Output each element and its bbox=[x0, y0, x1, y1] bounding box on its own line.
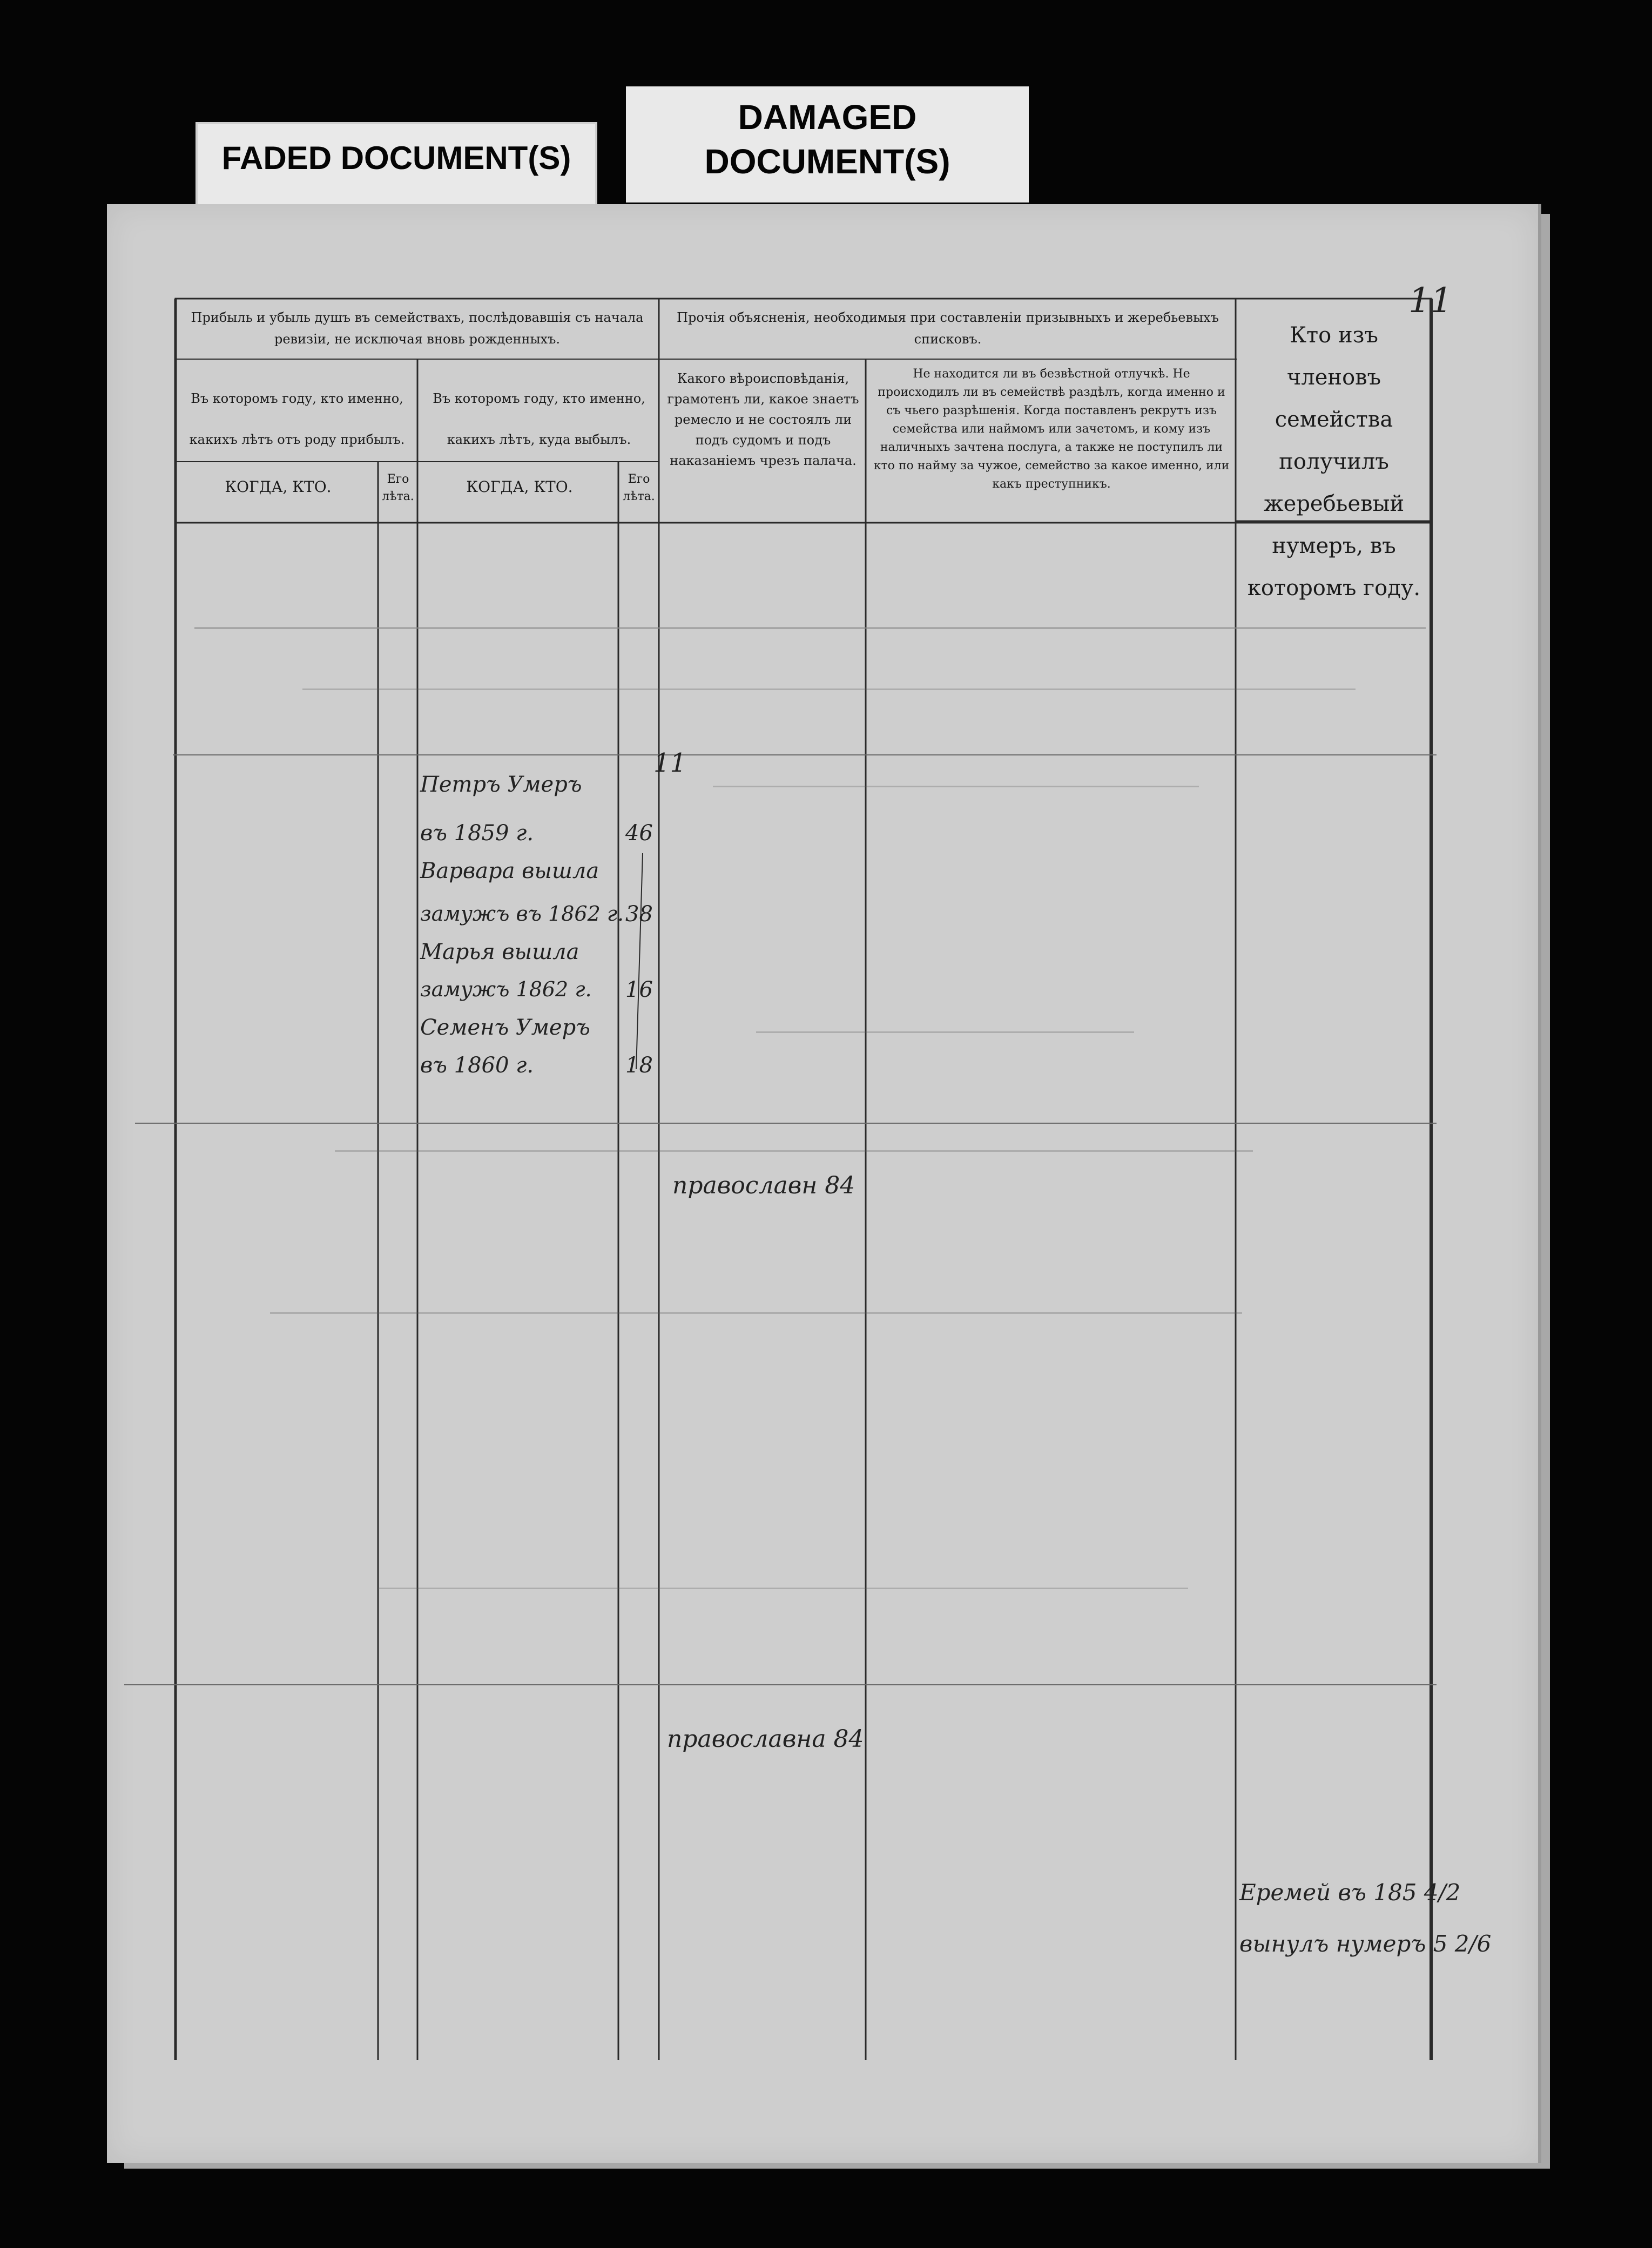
age-header-arrived: Его лѣта. bbox=[382, 472, 414, 503]
lot-number-entry-line1: Еремей въ 185 4/2 bbox=[1239, 1879, 1461, 1906]
when-who-header-departed: КОГДА, КТО. bbox=[466, 478, 573, 496]
departed-entry-3-year: замужъ 1862 г. bbox=[420, 977, 592, 1001]
departed-entry-1-age: 46 bbox=[625, 821, 653, 846]
absence-column-header: Не находится ли въ безвѣстной отлучкѣ. Не происходилъ ли въ семействѣ раздѣлъ, когда именно и съ чьего разрѣшенія. Когда поставленъ рекрутъ изъ семейства или наймомъ или зачетомъ, и кому изъ наличныхъ зачтена послуга, а также не поступилъ ли кто по найму за чужое, семейство за какое именно, или какъ преступникъ. bbox=[873, 367, 1230, 491]
departed-entry-3-name: Марья вышла bbox=[420, 940, 579, 964]
bleed-through-line bbox=[335, 1150, 1253, 1152]
lot-number-entry-line2: вынулъ нумеръ 5 2/6 bbox=[1239, 1930, 1492, 1957]
departed-entry-3-age: 16 bbox=[625, 977, 653, 1002]
faded-documents-text: FADED DOCUMENT(S) bbox=[221, 140, 571, 176]
other-explanations-group-header: Прочія объясненія, необходимыя при составленіи призывныхъ и жеребьевыхъ списковъ. bbox=[677, 310, 1219, 347]
damaged-label-line1: DAMAGED bbox=[738, 98, 917, 137]
departed-entry-4-name: Семенъ Умеръ bbox=[420, 1015, 590, 1040]
bleed-through-line bbox=[302, 688, 1356, 690]
bleed-through-line bbox=[713, 786, 1199, 787]
arrived-column-header: Въ которомъ году, кто именно, какихъ лѣтъ отъ роду прибылъ. bbox=[189, 391, 405, 447]
lot-number-column-header: Кто изъ членовъ семейства получилъ жеребьевый нумеръ, въ которомъ году. bbox=[1247, 323, 1421, 600]
bleed-through-line bbox=[378, 1588, 1188, 1589]
departed-column-header: Въ которомъ году, кто именно, какихъ лѣтъ, куда выбылъ. bbox=[433, 391, 645, 447]
damaged-label-line2: DOCUMENT(S) bbox=[704, 142, 950, 181]
religion-entry-1: православн 84 bbox=[672, 1172, 855, 1199]
departed-entry-2-year: замужъ въ 1862 г. bbox=[420, 902, 624, 926]
departed-entry-2-name: Варвара вышла bbox=[420, 859, 599, 883]
when-who-header-arrived: КОГДА, КТО. bbox=[225, 478, 332, 496]
religion-column-header: Какого вѣроисповѣданія, грамотенъ ли, какое знаетъ ремесло и не состоялъ ли подъ судомъ и подъ наказаніемъ чрезъ палача. bbox=[667, 371, 859, 468]
rule bbox=[636, 853, 643, 1069]
departed-entry-1-name: Петръ Умеръ bbox=[420, 772, 582, 797]
departed-entry-4-year: въ 1860 г. bbox=[420, 1053, 534, 1078]
page-number: 11 bbox=[1408, 281, 1453, 321]
religion-entry-2: православна 84 bbox=[667, 1725, 864, 1753]
age-header-departed: Его лѣта. bbox=[623, 472, 655, 503]
entry-mark: 11 bbox=[653, 748, 687, 778]
departed-entry-2-age: 38 bbox=[625, 902, 653, 927]
arrivals-departures-group-header: Прибыль и убыль душъ въ семействахъ, послѣдовавшія съ начала ревизіи, не исключая вновь рожденныхъ. bbox=[191, 310, 644, 347]
departed-entry-4-age: 18 bbox=[625, 1053, 653, 1078]
bleed-through-line bbox=[756, 1031, 1134, 1033]
departed-entry-1-year: въ 1859 г. bbox=[420, 821, 534, 846]
bleed-through-line bbox=[270, 1312, 1242, 1314]
